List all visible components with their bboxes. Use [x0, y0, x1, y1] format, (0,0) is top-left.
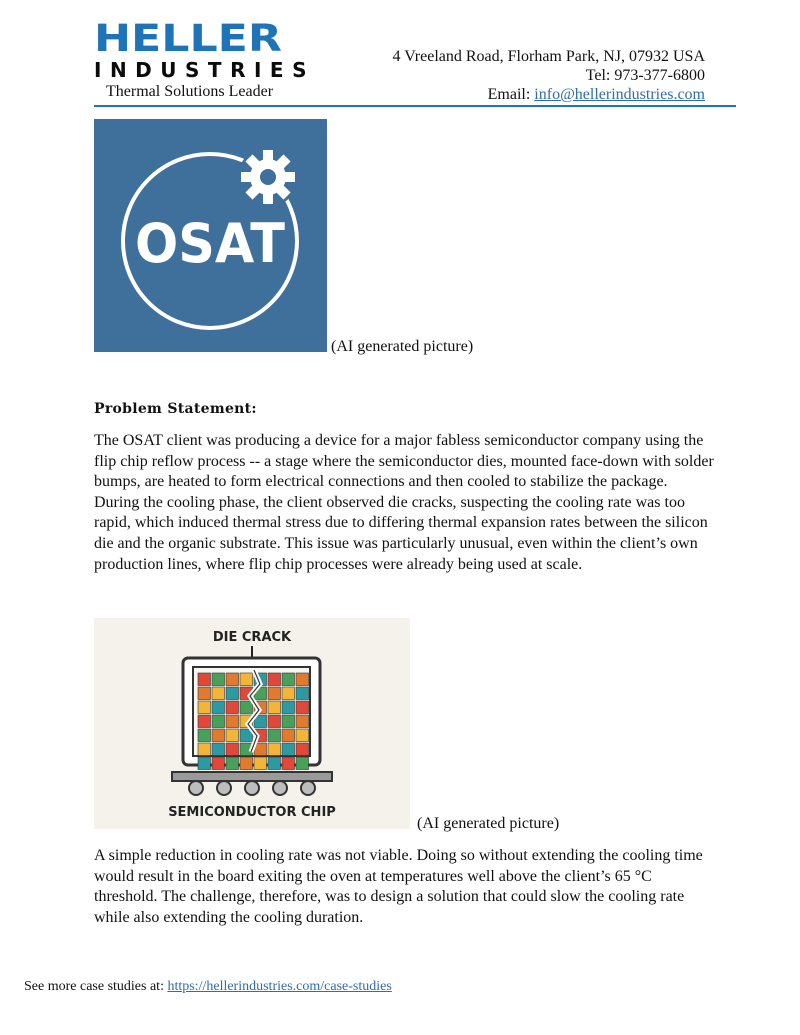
semiconductor-chip-label: SEMICONDUCTOR CHIP: [168, 805, 336, 820]
footer-label: See more case studies at:: [24, 979, 168, 994]
die-crack-image: [94, 618, 410, 829]
address: 4 Vreeland Road, Florham Park, NJ, 07932 USA: [392, 48, 705, 65]
logo-industries: INDUSTRIES: [94, 58, 315, 82]
email-link[interactable]: info@hellerindustries.com: [534, 86, 705, 103]
case-studies-link[interactable]: https://hellerindustries.com/case-studies: [167, 979, 392, 994]
heller-logo: [94, 22, 284, 54]
svg-text:HELLER: HELLER: [94, 22, 282, 54]
die-crack-label: DIE CRACK: [212, 630, 292, 645]
osat-logo-text: OSAT: [135, 212, 286, 275]
paragraph-1: The OSAT client was producing a device for a major fabless semiconductor company using the flip chip reflow process -- a stage where the semiconductor dies, mounted face-down with solder bumps, are heated to form electrical connections and then cooled to stabilize the package. During the cooling phase, the client observed die cracks, suspecting the cooling rate was too rapid, which induced thermal stress due to differing thermal expansion rates between the silicon die and the organic substrate. This issue was particularly unusual, even within the client’s own production lines, where flip chip processes were already being used at scale.: [94, 432, 714, 573]
footer: [24, 979, 392, 995]
email-label: Email:: [487, 86, 535, 103]
email-row: [393, 85, 706, 104]
contact-block: [393, 47, 706, 104]
solder-bumps: [189, 781, 315, 795]
substrate: [172, 772, 332, 781]
gear-icon: [241, 150, 295, 204]
section-heading: Problem Statement:: [94, 401, 257, 417]
phone: Tel: 973-377-6800: [585, 67, 705, 84]
heller-logo-word: [94, 22, 284, 54]
osat-image: [94, 119, 327, 352]
header-rule: [94, 105, 736, 107]
paragraph-2: A simple reduction in cooling rate was not viable. Doing so without extending the cooling time would result in the board exiting the oven at temperatures well above the client’s 65 °C threshold. The challenge, therefore, was to design a solution that could slow the cooling rate while also extending the cooling duration.: [94, 847, 703, 926]
tagline: Thermal Solutions Leader: [106, 83, 274, 100]
figure2-caption: (AI generated picture): [417, 815, 560, 832]
figure1-caption: (AI generated picture): [331, 338, 474, 355]
